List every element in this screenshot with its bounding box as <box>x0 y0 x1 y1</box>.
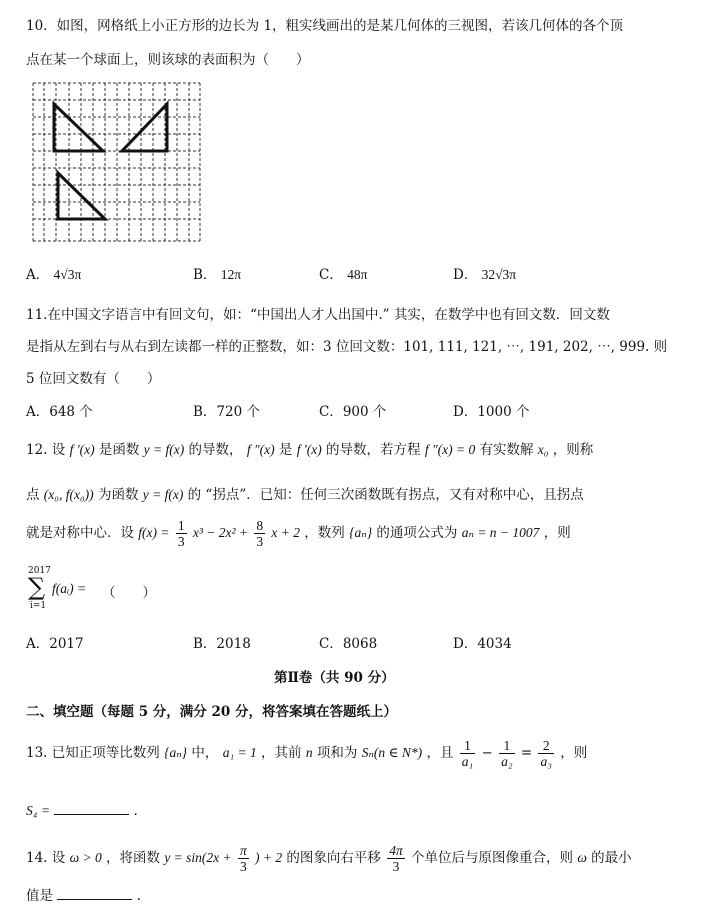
q10-option-a[interactable] <box>26 263 81 283</box>
q12-text: ，数列 <box>304 525 345 541</box>
q13-fraction-3 <box>538 738 553 769</box>
q12-option-a[interactable]: A．2017 <box>26 636 84 652</box>
q14-line1 <box>26 843 632 874</box>
sum-upper-limit: 2017 <box>28 566 51 576</box>
q12-math: aₙ = n − 1007 <box>461 525 540 540</box>
q12-fraction <box>176 518 187 549</box>
q12-math: y = f(x) <box>142 487 184 502</box>
q13-math: Sₙ(n ∈ N*) <box>361 745 423 760</box>
q13-text: ，其前 <box>261 745 306 761</box>
q12-line1 <box>26 438 593 458</box>
option-d-letter: D． <box>453 267 478 283</box>
q13-text: . <box>133 803 138 819</box>
q12-math: f(x) = <box>138 525 170 540</box>
q13-answer-line <box>26 802 138 819</box>
q12-text: 是函数 <box>98 442 144 458</box>
q12-text: 的导数，若方程 <box>326 442 425 458</box>
q13-text: 项和为 <box>316 745 362 761</box>
q12-math: {aₙ} <box>349 525 373 540</box>
q13-line1 <box>26 738 587 769</box>
q13-fraction-2 <box>499 738 514 769</box>
q13-text: ，且 <box>426 745 454 761</box>
q12-line2 <box>26 483 584 503</box>
numerator: 1 <box>177 518 185 533</box>
q12-text: 点 <box>26 487 40 503</box>
q12-text: 就是对称中心．设 <box>26 525 134 541</box>
denominator: 3 <box>392 859 400 874</box>
q12-text: ，则 <box>543 525 571 541</box>
q14-line2 <box>26 884 141 904</box>
q13-math: n <box>305 745 313 760</box>
fill-in-section-title: 二、填空题（每题 5 分，满分 20 分，将答案填在答题纸上） <box>26 704 397 720</box>
q13-math: = <box>520 745 533 761</box>
option-d-value: 32√3π <box>481 267 517 282</box>
q11-line3: 5 位回文数有（ ） <box>26 371 161 387</box>
q10-line1: 10．如图，网格纸上小正方形的边长为 1，粗实线画出的是某几何体的三视图，若该几何体的各个顶 <box>26 18 624 34</box>
q14-text: 14. 设 <box>26 850 66 866</box>
q12-fraction <box>254 518 265 549</box>
q13-math: {aₙ} <box>164 745 188 760</box>
q12-math: f '(x) <box>69 442 95 457</box>
q14-fraction-pi <box>238 843 249 874</box>
sum-lower-limit: i=1 <box>30 601 47 611</box>
q12-math: x + 2 <box>271 525 300 540</box>
q12-math: f "(x) <box>246 442 275 457</box>
q12-text: 是 <box>278 442 297 458</box>
three-view-figure <box>30 78 205 248</box>
q12-text: 有实数解 <box>479 442 538 458</box>
q13-math: a₁ = 1 <box>222 745 257 760</box>
q12-text: 的导数， <box>188 442 247 458</box>
q11-option-c[interactable]: C．900 个 <box>319 404 387 420</box>
numerator: π <box>239 843 247 858</box>
sum-answer-paren: （ ） <box>102 585 156 601</box>
q14-text: 的图象向右平移 <box>286 850 381 866</box>
q10-line2: 点在某一个球面上，则该球的表面积为（ ） <box>26 52 310 68</box>
q11-option-b[interactable]: B．720 个 <box>193 404 260 420</box>
q12-math: y = f(x) <box>143 442 185 457</box>
q11-line1: 11.在中国文字语言中有回文句，如：“中国出人才人出国中.” 其实，在数学中也有回文数．回文数 <box>26 307 610 323</box>
q12-math: x³ − 2x² + <box>192 525 249 540</box>
q13-answer-blank[interactable] <box>54 802 129 815</box>
q14-answer-blank[interactable] <box>57 887 132 900</box>
q12-text: 为函数 <box>97 487 143 503</box>
option-b-letter: B． <box>193 267 217 283</box>
section-2-title: 第Ⅱ卷（共 90 分） <box>274 670 395 686</box>
q12-text: 的通项公式为 <box>376 525 462 541</box>
q13-text: 13. 已知正项等比数列 <box>26 745 160 761</box>
numerator: 4π <box>389 843 403 858</box>
denominator: 3 <box>239 859 247 874</box>
q11-option-d[interactable]: D．1000 个 <box>453 404 530 420</box>
q11-option-a[interactable]: A．648 个 <box>26 404 93 420</box>
q14-text: 个单位后与原图像重合，则 <box>411 850 574 866</box>
q14-math: ω > 0 <box>69 850 102 865</box>
q13-fraction-1 <box>460 738 475 769</box>
q12-option-d[interactable]: D．4034 <box>453 636 512 652</box>
q12-text: 的 “拐点”．已知：任何三次函数既有拐点，又有对称中心，且拐点 <box>187 487 584 503</box>
denominator: a₂ <box>501 754 513 769</box>
option-c-letter: C． <box>319 267 343 283</box>
option-a-letter: A． <box>26 267 50 283</box>
numerator: 2 <box>538 738 553 754</box>
denominator: 3 <box>256 534 264 549</box>
sum-symbol: ∑ <box>28 573 46 601</box>
q14-text: . <box>136 888 141 904</box>
option-a-value: 4√3π <box>53 267 82 282</box>
q11-line2: 是指从左到右与从右到左读都一样的正整数，如：3 位回文数：101, 111, 121, ⋯, 191, 202, ⋯, 999. 则 <box>26 339 668 355</box>
denominator: a₁ <box>461 754 474 769</box>
q12-math: f '(x) <box>296 442 322 457</box>
q14-math: y = sin(2x + <box>164 850 232 865</box>
q12-math: (x₀, f(x₀)) <box>43 487 94 502</box>
option-b-value: 12π <box>220 267 242 282</box>
q14-fraction-shift <box>387 843 405 874</box>
q12-line3 <box>26 518 571 549</box>
q13-text: 中， <box>191 745 219 761</box>
q12-text: ，则称 <box>552 442 594 458</box>
q10-option-d[interactable] <box>453 263 516 283</box>
q13-math: S₄ = <box>26 803 50 818</box>
q13-math: − <box>481 745 493 761</box>
denominator: 3 <box>177 534 185 549</box>
sum-expression: f(aᵢ) = <box>52 581 87 596</box>
q14-text: 值是 <box>26 888 53 904</box>
numerator: 8 <box>256 518 264 533</box>
option-c-value: 48π <box>347 267 368 282</box>
denominator: a₃ <box>540 754 552 769</box>
q12-text: 12. 设 <box>26 442 66 458</box>
numerator: 1 <box>499 738 514 754</box>
q14-math: ω <box>577 850 587 865</box>
q10-option-c[interactable] <box>319 263 367 283</box>
q14-text: ，将函数 <box>106 850 161 866</box>
numerator: 1 <box>460 738 475 754</box>
q12-option-b[interactable]: B．2018 <box>193 636 251 652</box>
q14-math: ) + 2 <box>255 850 283 865</box>
q13-text: ，则 <box>560 745 588 761</box>
q12-option-c[interactable]: C．8068 <box>319 636 378 652</box>
q10-option-b[interactable] <box>193 263 241 283</box>
q12-math: x₀ <box>537 442 549 457</box>
q14-text: 的最小 <box>591 850 632 866</box>
q12-math: f "(x) = 0 <box>424 442 476 457</box>
